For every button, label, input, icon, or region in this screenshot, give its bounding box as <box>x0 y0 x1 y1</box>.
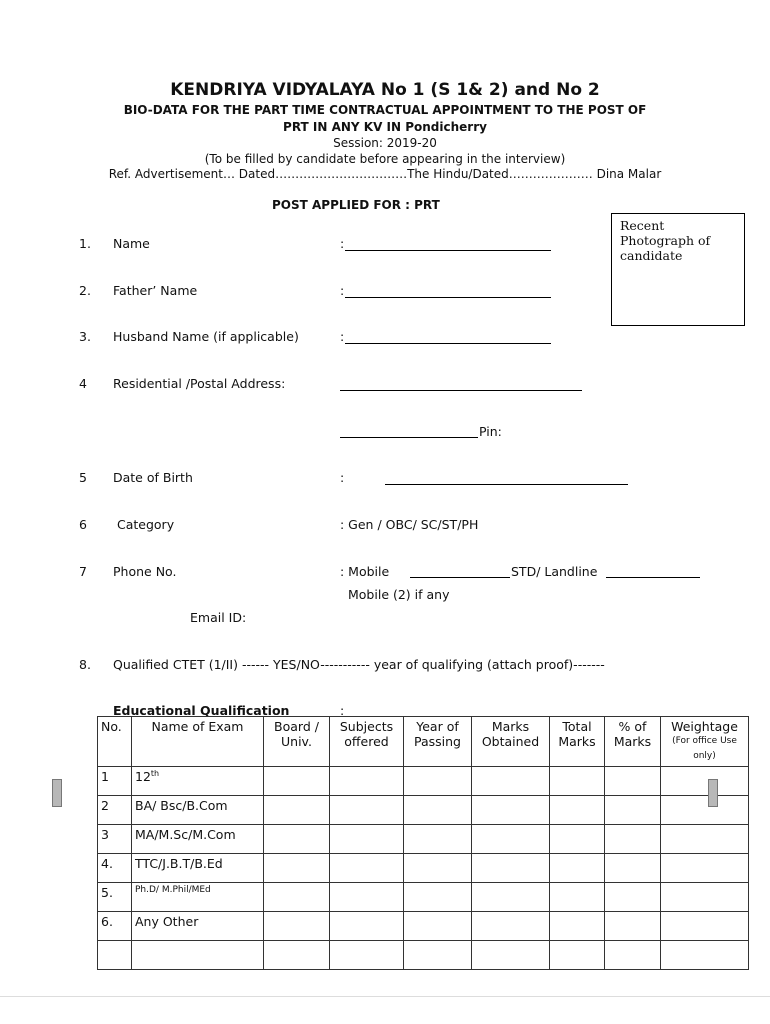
name-label: Name <box>113 236 150 251</box>
landline-label: STD/ Landline <box>511 564 598 579</box>
row-no: 3 <box>98 825 132 854</box>
husband-name-field[interactable] <box>345 343 551 344</box>
row-exam <box>132 941 264 970</box>
cell-weightage <box>661 767 749 796</box>
cell-subjects[interactable] <box>330 883 404 912</box>
row-no: 2 <box>98 796 132 825</box>
cell-year[interactable] <box>404 854 472 883</box>
cell-board[interactable] <box>264 854 330 883</box>
table-row <box>98 796 749 825</box>
row-exam: MA/M.Sc/M.Com <box>132 825 264 854</box>
cell-percent[interactable] <box>605 854 661 883</box>
cell-weightage <box>661 854 749 883</box>
cell-year[interactable] <box>404 767 472 796</box>
photograph-label: Recent Photograph of candidate <box>620 218 711 263</box>
row-exam: BA/ Bsc/B.Com <box>132 796 264 825</box>
cell-board[interactable] <box>264 912 330 941</box>
father-name-colon: : <box>340 283 345 298</box>
cell-percent[interactable] <box>605 912 661 941</box>
cell-year[interactable] <box>404 941 472 970</box>
cell-weightage <box>661 941 749 970</box>
education-table <box>97 716 749 970</box>
right-page-handle[interactable] <box>708 779 718 807</box>
post-applied-for: POST APPLIED FOR : PRT <box>272 198 440 212</box>
field-number: 6 <box>79 517 87 532</box>
address-label: Residential /Postal Address: <box>113 376 286 391</box>
cell-marks[interactable] <box>472 767 550 796</box>
address-field[interactable] <box>340 390 582 391</box>
row-exam: Ph.D/ M.Phil/MEd <box>132 883 264 912</box>
col-year: Year of Passing <box>404 717 472 767</box>
cell-total[interactable] <box>550 825 605 854</box>
name-colon: : <box>340 236 345 251</box>
husband-name-label: Husband Name (if applicable) <box>113 329 299 344</box>
cell-year[interactable] <box>404 796 472 825</box>
dob-colon: : <box>340 470 345 485</box>
cell-year[interactable] <box>404 883 472 912</box>
fill-note: (To be filled by candidate before appearing in the interview) <box>204 152 566 166</box>
cell-year[interactable] <box>404 912 472 941</box>
col-exam: Name of Exam <box>132 717 264 767</box>
cell-marks[interactable] <box>472 825 550 854</box>
weightage-title: Weightage <box>671 719 738 734</box>
dob-label: Date of Birth <box>113 470 193 485</box>
cell-board[interactable] <box>264 825 330 854</box>
table-row <box>98 825 749 854</box>
col-board: Board / Univ. <box>264 717 330 767</box>
cell-weightage <box>661 825 749 854</box>
weightage-note: (For office Use only) <box>672 736 737 761</box>
field-number: 1. <box>79 236 91 251</box>
pin-label: Pin: <box>479 424 502 439</box>
form-subtitle-line1: BIO-DATA FOR THE PART TIME CONTRACTUAL APPOINTMENT TO THE POST OF <box>123 103 647 117</box>
cell-board[interactable] <box>264 883 330 912</box>
left-page-handle[interactable] <box>52 779 62 807</box>
col-no: No. <box>98 717 132 767</box>
phone-label: Phone No. <box>113 564 177 579</box>
category-label: Category <box>117 517 175 532</box>
row-no: 6. <box>98 912 132 941</box>
cell-total[interactable] <box>550 941 605 970</box>
mobile-field[interactable] <box>410 577 510 578</box>
cell-weightage <box>661 796 749 825</box>
cell-weightage <box>661 912 749 941</box>
row-exam: Any Other <box>132 912 264 941</box>
cell-total[interactable] <box>550 796 605 825</box>
cell-subjects[interactable] <box>330 767 404 796</box>
col-percent: % of Marks <box>605 717 661 767</box>
landline-field[interactable] <box>606 577 700 578</box>
father-name-label: Father’ Name <box>113 283 198 298</box>
husband-name-colon: : <box>340 329 345 344</box>
table-row <box>98 854 749 883</box>
page-bottom-divider <box>0 996 770 997</box>
cell-board[interactable] <box>264 767 330 796</box>
address-line2-field[interactable] <box>340 437 478 438</box>
field-number: 2. <box>79 283 91 298</box>
field-number: 4 <box>79 376 87 391</box>
col-weightage <box>661 717 749 767</box>
cell-percent[interactable] <box>605 825 661 854</box>
row-no <box>98 941 132 970</box>
cell-weightage <box>661 883 749 912</box>
form-subtitle-line2: PRT IN ANY KV IN Pondicherry <box>283 120 487 134</box>
advertisement-reference: Ref. Advertisement… Dated……………………………The Hindu/Dated………………… Dina Malar <box>108 167 662 181</box>
photograph-box <box>611 213 745 326</box>
dob-field[interactable] <box>385 484 628 485</box>
col-subjects: Subjects offered <box>330 717 404 767</box>
field-number: 7 <box>79 564 87 579</box>
field-number: 3. <box>79 329 91 344</box>
name-field[interactable] <box>345 250 551 251</box>
cell-percent[interactable] <box>605 796 661 825</box>
cell-marks[interactable] <box>472 854 550 883</box>
email-label: Email ID: <box>190 610 247 625</box>
table-header-row <box>98 717 749 767</box>
cell-marks[interactable] <box>472 941 550 970</box>
cell-percent[interactable] <box>605 941 661 970</box>
cell-subjects[interactable] <box>330 825 404 854</box>
cell-marks[interactable] <box>472 912 550 941</box>
table-row <box>98 912 749 941</box>
row-exam: TTC/J.B.T/B.Ed <box>132 854 264 883</box>
row-no: 1 <box>98 767 132 796</box>
cell-board[interactable] <box>264 796 330 825</box>
mobile2-label: Mobile (2) if any <box>348 587 450 602</box>
education-colon: : <box>340 703 345 718</box>
cell-total[interactable] <box>550 854 605 883</box>
cell-subjects[interactable] <box>330 796 404 825</box>
category-options[interactable]: : Gen / OBC/ SC/ST/PH <box>340 517 479 532</box>
cell-total[interactable] <box>550 912 605 941</box>
ctet-line: Qualified CTET (1/II) ------ YES/NO----------- year of qualifying (attach proof)------- <box>113 657 605 672</box>
form-title: KENDRIYA VIDYALAYA No 1 (S 1& 2) and No 2 <box>170 80 600 100</box>
table-row <box>98 883 749 912</box>
col-marks-obtained: Marks Obtained <box>472 717 550 767</box>
cell-marks[interactable] <box>472 883 550 912</box>
cell-total[interactable] <box>550 883 605 912</box>
row-no: 5. <box>98 883 132 912</box>
table-row <box>98 767 749 796</box>
cell-subjects[interactable] <box>330 941 404 970</box>
cell-board[interactable] <box>264 941 330 970</box>
cell-percent[interactable] <box>605 767 661 796</box>
field-number: 5 <box>79 470 87 485</box>
session: Session: 2019-20 <box>333 136 437 150</box>
education-heading: Educational Qualification <box>113 703 290 718</box>
table-row <box>98 941 749 970</box>
field-number: 8. <box>79 657 91 672</box>
cell-percent[interactable] <box>605 883 661 912</box>
cell-year[interactable] <box>404 825 472 854</box>
row-no: 4. <box>98 854 132 883</box>
cell-subjects[interactable] <box>330 854 404 883</box>
cell-marks[interactable] <box>472 796 550 825</box>
mobile-label: : Mobile <box>340 564 390 579</box>
row-exam: 12th <box>132 767 264 796</box>
cell-total[interactable] <box>550 767 605 796</box>
father-name-field[interactable] <box>345 297 551 298</box>
col-total-marks: Total Marks <box>550 717 605 767</box>
cell-subjects[interactable] <box>330 912 404 941</box>
